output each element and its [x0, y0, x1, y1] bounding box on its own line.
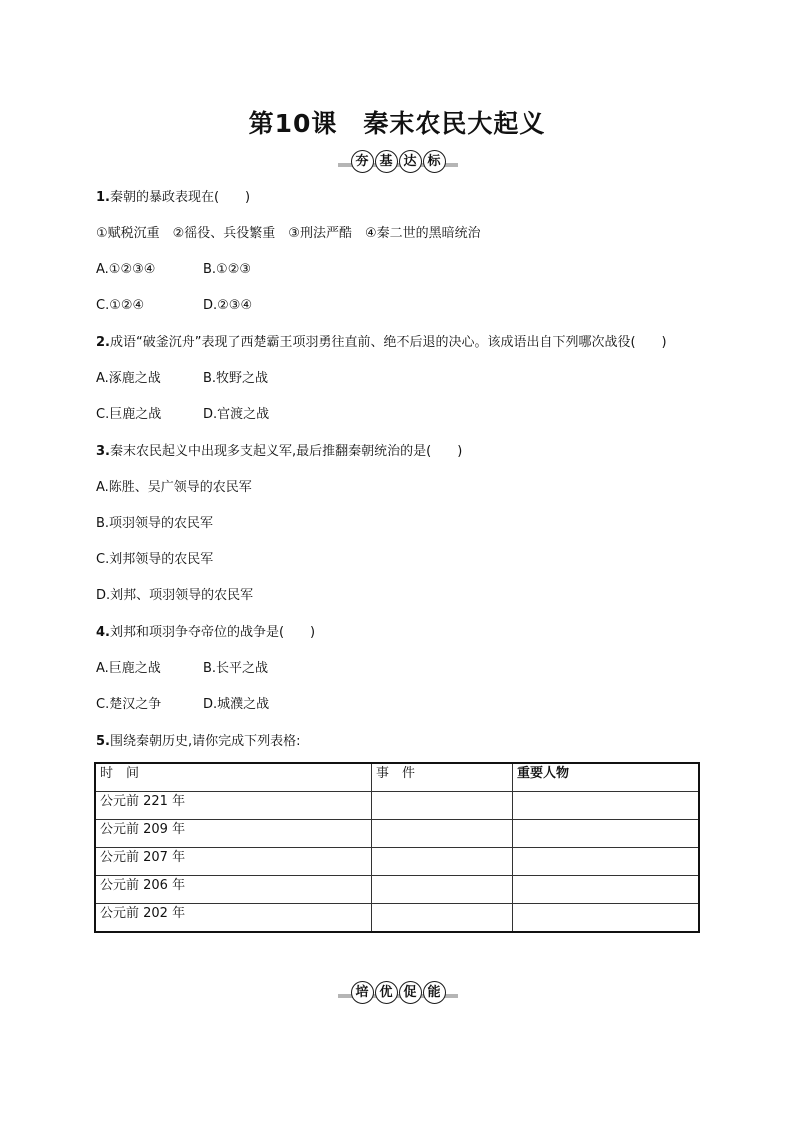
question-1-items: ①赋税沉重 ②徭役、兵役繁重 ③刑法严酷 ④秦二世的黑暗统治	[96, 226, 481, 241]
question-number: 5.	[96, 734, 110, 749]
banner-char: 达	[399, 150, 422, 173]
banner-char: 培	[351, 981, 374, 1004]
option-d[interactable]: D.刘邦、项羽领导的农民军	[96, 588, 254, 603]
cell-person[interactable]	[513, 904, 700, 933]
banner-char: 促	[399, 981, 422, 1004]
question-4-stem: 4.刘邦和项羽争夺帝位的战争是( )	[96, 625, 316, 640]
option-a[interactable]: A.陈胜、吴广领导的农民军	[96, 480, 252, 495]
option-c[interactable]: C.①②④	[96, 298, 145, 313]
question-2-stem: 2.成语“破釜沉舟”表现了西楚霸王项羽勇往直前、绝不后退的决心。该成语出自下列哪次战役( )	[96, 335, 667, 350]
header-person: 重要人物	[513, 763, 700, 792]
question-1-stem: 1.秦朝的暴政表现在( )	[96, 190, 251, 205]
question-5-stem: 5.围绕秦朝历史,请你完成下列表格:	[96, 734, 301, 749]
section-banner-advanced	[338, 981, 458, 1007]
qin-history-table	[94, 762, 700, 933]
option-b[interactable]: B.①②③	[203, 262, 252, 277]
option-b[interactable]: B.牧野之战	[203, 371, 269, 386]
banner-char: 标	[423, 150, 446, 173]
table-row	[95, 792, 699, 820]
option-c[interactable]: C.楚汉之争	[96, 697, 162, 712]
cell-person[interactable]	[513, 876, 700, 904]
cell-person[interactable]	[513, 848, 700, 876]
banner-char: 夯	[351, 150, 374, 173]
option-b[interactable]: B.长平之战	[203, 661, 269, 676]
cell-time: 公元前 221 年	[95, 792, 372, 820]
cell-time: 公元前 207 年	[95, 848, 372, 876]
cell-person[interactable]	[513, 820, 700, 848]
question-number: 4.	[96, 625, 110, 640]
page-title: 第10课 秦末农民大起义	[248, 109, 546, 138]
option-a[interactable]: A.①②③④	[96, 262, 156, 277]
cell-event[interactable]	[372, 904, 513, 933]
cell-event[interactable]	[372, 848, 513, 876]
cell-event[interactable]	[372, 820, 513, 848]
option-c[interactable]: C.刘邦领导的农民军	[96, 552, 214, 567]
header-time: 时 间	[95, 763, 372, 792]
cell-event[interactable]	[372, 876, 513, 904]
question-number: 2.	[96, 335, 110, 350]
table-row	[95, 876, 699, 904]
cell-time: 公元前 206 年	[95, 876, 372, 904]
table-header-row	[95, 763, 699, 792]
option-a[interactable]: A.涿鹿之战	[96, 371, 161, 386]
question-number: 1.	[96, 190, 110, 205]
option-d[interactable]: D.②③④	[203, 298, 253, 313]
question-number: 3.	[96, 444, 110, 459]
header-event: 事 件	[372, 763, 513, 792]
cell-time: 公元前 202 年	[95, 904, 372, 933]
option-d[interactable]: D.官渡之战	[203, 407, 270, 422]
table-row	[95, 904, 699, 933]
section-banner-foundation	[338, 150, 458, 176]
option-c[interactable]: C.巨鹿之战	[96, 407, 162, 422]
banner-char: 能	[423, 981, 446, 1004]
table-row	[95, 820, 699, 848]
option-a[interactable]: A.巨鹿之战	[96, 661, 161, 676]
question-3-stem: 3.秦末农民起义中出现多支起义军,最后推翻秦朝统治的是( )	[96, 444, 463, 459]
cell-time: 公元前 209 年	[95, 820, 372, 848]
banner-char: 优	[375, 981, 398, 1004]
table-row	[95, 848, 699, 876]
option-d[interactable]: D.城濮之战	[203, 697, 270, 712]
banner-char: 基	[375, 150, 398, 173]
cell-person[interactable]	[513, 792, 700, 820]
cell-event[interactable]	[372, 792, 513, 820]
option-b[interactable]: B.项羽领导的农民军	[96, 516, 214, 531]
